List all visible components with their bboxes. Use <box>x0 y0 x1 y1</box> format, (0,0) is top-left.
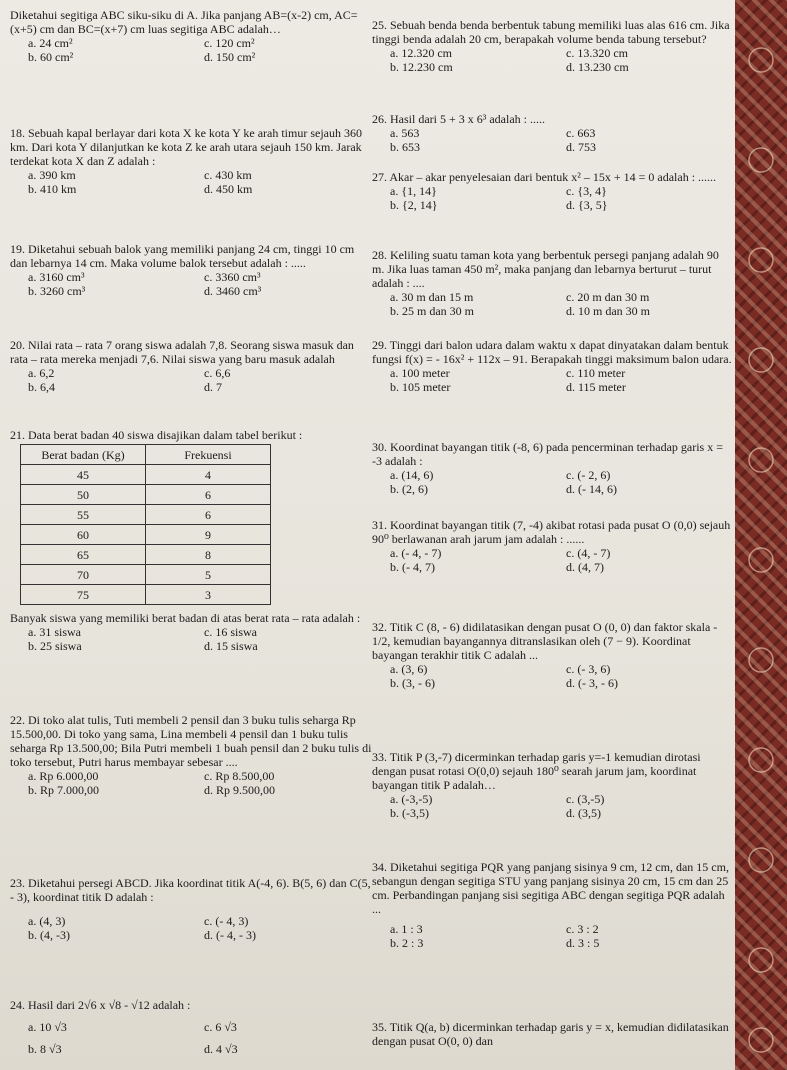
options <box>28 914 372 942</box>
question-27 <box>372 170 734 212</box>
question-30 <box>372 440 734 496</box>
question-32 <box>372 620 734 690</box>
question-26 <box>372 112 734 154</box>
option-c[interactable]: c. 3360 cm³ <box>204 270 261 284</box>
question-text: 32. Titik C (8, - 6) didilatasikan dengan pusat O (0, 0) dan faktor skala - 1/2, kemudian bayangannya ditranslasikan oleh (7 − 9). Koordinat bayangan terakhir titik C adalah ... <box>372 620 718 662</box>
option-b[interactable]: b. (4, -3) <box>28 928 70 942</box>
option-c[interactable]: c. (- 2, 6) <box>566 468 611 482</box>
option-d[interactable]: d. (- 4, - 3) <box>204 928 256 942</box>
option-a[interactable]: a. 100 meter <box>390 366 450 380</box>
options <box>28 769 372 797</box>
weight-cell: 45 <box>21 465 146 485</box>
question-text: 25. Sebuah benda benda berbentuk tabung memiliki luas alas 616 cm. Jika tinggi benda adalah 20 cm, berapakah volume benda tabung tersebut? <box>372 18 730 46</box>
options <box>390 468 734 496</box>
question-19 <box>10 242 372 298</box>
ornament-pattern <box>735 0 787 1070</box>
question-35 <box>372 1020 734 1048</box>
frequency-cell: 8 <box>146 545 271 565</box>
option-a[interactable]: a. 31 siswa <box>28 625 81 639</box>
option-a[interactable]: a. 30 m dan 15 m <box>390 290 474 304</box>
option-d[interactable]: d. (- 14, 6) <box>566 482 617 496</box>
weight-cell: 60 <box>21 525 146 545</box>
question-22 <box>10 713 372 797</box>
question-text: 23. Diketahui persegi ABCD. Jika koordinat titik A(-4, 6). B(5, 6) dan C(5, - 3), koordinat titik D adalah : <box>10 876 371 904</box>
option-b[interactable]: b. 25 siswa <box>28 639 82 653</box>
weight-table <box>20 444 271 605</box>
option-d[interactable]: d. 150 cm² <box>204 50 256 64</box>
question-text: 22. Di toko alat tulis, Tuti membeli 2 pensil dan 3 buku tulis seharga Rp 15.500,00. Di toko yang sama, Lina membeli 4 pensil dan 1 buku tulis seharga Rp 13.500,00; Bila Putri membeli 1 buah pensil dan 2 buku tulis di toko tersebut, Putri harus membayar sebesar .... <box>10 713 372 769</box>
options <box>390 546 734 574</box>
question-20 <box>10 338 372 394</box>
option-d[interactable]: d. 10 m dan 30 m <box>566 304 650 318</box>
weight-cell: 50 <box>21 485 146 505</box>
question-text: 33. Titik P (3,-7) dicerminkan terhadap garis y=-1 kemudian dirotasi dengan pusat rotasi O(0,0) sejauh 180⁰ searah jarum jam, koordinat bayangan titik P adalah… <box>372 750 701 792</box>
option-a[interactable]: a. 10 √3 <box>28 1020 67 1034</box>
option-c[interactable]: c. 120 cm² <box>204 36 255 50</box>
table-row <box>21 565 271 585</box>
option-d[interactable]: d. {3, 5} <box>566 198 608 212</box>
weight-cell: 65 <box>21 545 146 565</box>
option-d[interactable]: d. 13.230 cm <box>566 60 629 74</box>
weight-cell: 75 <box>21 585 146 605</box>
table-row <box>21 505 271 525</box>
option-d[interactable]: d. 3460 cm³ <box>204 284 262 298</box>
option-a[interactable]: a. (- 4, - 7) <box>390 546 442 560</box>
options <box>390 126 734 154</box>
option-d[interactable]: d. 450 km <box>204 182 253 196</box>
question-text: Diketahui segitiga ABC siku-siku di A. Jika panjang AB=(x-2) cm, AC=(x+5) cm dan BC=(x+7) cm luas segitiga ABC adalah… <box>10 8 358 36</box>
option-a[interactable]: a. {1, 14} <box>390 184 437 198</box>
option-b[interactable]: b. 3260 cm³ <box>28 284 86 298</box>
weight-cell: 55 <box>21 505 146 525</box>
frequency-cell: 9 <box>146 525 271 545</box>
question-18 <box>10 126 372 196</box>
option-c[interactable]: c. (- 3, 6) <box>566 662 611 676</box>
frequency-cell: 6 <box>146 505 271 525</box>
option-a[interactable]: a. (-3,-5) <box>390 792 433 806</box>
question-text: 24. Hasil dari 2√6 x √8 - √12 adalah : <box>10 998 191 1012</box>
question-text: 19. Diketahui sebuah balok yang memiliki panjang 24 cm, tinggi 10 cm dan lebarnya 14 cm. Maka volume balok tersebut adalah : ..... <box>10 242 355 270</box>
option-d[interactable]: d. Rp 9.500,00 <box>204 783 276 797</box>
option-c[interactable]: c. Rp 8.500,00 <box>204 769 275 783</box>
column-header-frequency: Frekuensi <box>146 445 271 465</box>
option-c[interactable]: c. 6 √3 <box>204 1020 237 1034</box>
option-c[interactable]: c. 3 : 2 <box>566 922 599 936</box>
option-a[interactable]: a. (3, 6) <box>390 662 428 676</box>
decorative-border <box>735 0 787 1070</box>
question-34 <box>372 860 734 950</box>
question-text: 26. Hasil dari 5 + 3 x 6³ adalah : ..... <box>372 112 545 126</box>
options <box>390 662 734 690</box>
option-b[interactable]: b. (-3,5) <box>390 806 429 820</box>
question-text: 31. Koordinat bayangan titik (7, -4) akibat rotasi pada pusat O (0,0) sejauh 90⁰ berlawanan arah jarum jam adalah : ...... <box>372 518 731 546</box>
option-c[interactable]: c. 110 meter <box>566 366 626 380</box>
option-a[interactable]: a. 12.320 cm <box>390 46 452 60</box>
option-a[interactable]: a. 24 cm² <box>28 36 73 50</box>
option-a[interactable]: a. (4, 3) <box>28 914 66 928</box>
option-c[interactable]: c. 663 <box>566 126 596 140</box>
table-row <box>21 525 271 545</box>
frequency-cell: 5 <box>146 565 271 585</box>
options <box>28 1020 372 1056</box>
option-c[interactable]: c. 16 siswa <box>204 625 257 639</box>
option-d[interactable]: d. 4 √3 <box>204 1042 238 1056</box>
option-b[interactable]: b. (- 4, 7) <box>390 560 435 574</box>
question-21 <box>10 428 372 653</box>
question-31 <box>372 518 734 574</box>
question-text: 29. Tinggi dari balon udara dalam waktu x dapat dinyatakan dalam bentuk fungsi f(x) = - 16x² + 112x – 91. Berapakah tinggi maksimum balon udara. <box>372 338 732 366</box>
options <box>28 366 372 394</box>
options <box>28 270 372 298</box>
option-a[interactable]: a. 3160 cm³ <box>28 270 85 284</box>
option-d[interactable]: d. (4, 7) <box>566 560 604 574</box>
table-row <box>21 585 271 605</box>
option-c[interactable]: c. {3, 4} <box>566 184 607 198</box>
options <box>28 625 372 653</box>
options <box>390 184 734 212</box>
table-row <box>21 485 271 505</box>
question-33 <box>372 750 734 820</box>
option-d[interactable]: d. 15 siswa <box>204 639 258 653</box>
option-c[interactable]: c. 20 m dan 30 m <box>566 290 650 304</box>
question-text: 18. Sebuah kapal berlayar dari kota X ke kota Y ke arah timur sejauh 360 km. Dari kota Y dilanjutkan ke kota Z ke arah utara sejauh 150 km. Jarak terdekat kota X dan Z adalah : <box>10 126 362 168</box>
option-a[interactable]: a. 563 <box>390 126 420 140</box>
option-d[interactable]: d. 3 : 5 <box>566 936 600 950</box>
option-b[interactable]: b. 6,4 <box>28 380 55 394</box>
option-d[interactable]: d. 753 <box>566 140 596 154</box>
option-a[interactable]: a. Rp 6.000,00 <box>28 769 99 783</box>
frequency-cell: 4 <box>146 465 271 485</box>
question-24 <box>10 998 372 1056</box>
option-c[interactable]: c. (3,-5) <box>566 792 605 806</box>
option-a[interactable]: a. 6,2 <box>28 366 55 380</box>
question-25 <box>372 18 734 74</box>
option-a[interactable]: a. (14, 6) <box>390 468 434 482</box>
option-c[interactable]: c. 430 km <box>204 168 252 182</box>
option-b[interactable]: b. Rp 7.000,00 <box>28 783 100 797</box>
question-17 <box>10 8 372 64</box>
option-b[interactable]: b. 653 <box>390 140 420 154</box>
option-b[interactable]: b. (3, - 6) <box>390 676 435 690</box>
question-text: 30. Koordinat bayangan titik (-8, 6) pada pencerminan terhadap garis x = -3 adalah : <box>372 440 723 468</box>
option-c[interactable]: c. 13.320 cm <box>566 46 628 60</box>
question-text: 28. Keliling suatu taman kota yang berbentuk persegi panjang adalah 90 m. Jika luas taman 450 m², maka panjang dan lebarnya berturut – turut adalah : .... <box>372 248 719 290</box>
options <box>28 168 372 196</box>
option-b[interactable]: b. (2, 6) <box>390 482 428 496</box>
option-d[interactable]: d. (3,5) <box>566 806 601 820</box>
weight-cell: 70 <box>21 565 146 585</box>
table-row <box>21 465 271 485</box>
option-b[interactable]: b. 105 meter <box>390 380 451 394</box>
options <box>390 922 734 950</box>
option-b[interactable]: b. 25 m dan 30 m <box>390 304 474 318</box>
question-text: 34. Diketahui segitiga PQR yang panjang sisinya 9 cm, 12 cm, dan 15 cm, sebangun dengan segitiga STU yang panjang sisinya 20 cm, 15 cm dan 25 cm. Perbandingan panjang sisi segitiga ABC dengan segitiga PQR adalah ... <box>372 860 729 916</box>
option-b[interactable]: b. 2 : 3 <box>390 936 424 950</box>
frequency-cell: 6 <box>146 485 271 505</box>
option-b[interactable]: b. 60 cm² <box>28 50 74 64</box>
options <box>390 792 734 820</box>
option-d[interactable]: d. 115 meter <box>566 380 626 394</box>
question-text: 27. Akar – akar penyelesaian dari bentuk x² – 15x + 14 = 0 adalah : ...... <box>372 170 717 184</box>
option-d[interactable]: d. 7 <box>204 380 222 394</box>
question-text: 35. Titik Q(a, b) dicerminkan terhadap garis y = x, kemudian didilatasikan dengan pusat O(0, 0) dan <box>372 1020 729 1048</box>
options <box>390 290 734 318</box>
question-followup-text: Banyak siswa yang memiliki berat badan di atas berat rata – rata adalah : <box>10 611 361 625</box>
options <box>28 36 372 64</box>
option-c[interactable]: c. (- 4, 3) <box>204 914 249 928</box>
table-row <box>21 545 271 565</box>
column-header-weight: Berat badan (Kg) <box>21 445 146 465</box>
option-a[interactable]: a. 1 : 3 <box>390 922 423 936</box>
question-text: 21. Data berat badan 40 siswa disajikan dalam tabel berikut : <box>10 428 303 442</box>
question-text: 20. Nilai rata – rata 7 orang siswa adalah 7,8. Seorang siswa masuk dan rata – rata mereka menjadi 7,6. Nilai siswa yang baru masuk adalah <box>10 338 354 366</box>
option-b[interactable]: b. {2, 14} <box>390 198 438 212</box>
option-d[interactable]: d. (- 3, - 6) <box>566 676 618 690</box>
option-a[interactable]: a. 390 km <box>28 168 76 182</box>
question-29 <box>372 338 734 394</box>
option-c[interactable]: c. 6,6 <box>204 366 231 380</box>
option-b[interactable]: b. 8 √3 <box>28 1042 62 1056</box>
options <box>390 366 734 394</box>
option-b[interactable]: b. 12.230 cm <box>390 60 453 74</box>
options <box>390 46 734 74</box>
question-28 <box>372 248 734 318</box>
frequency-cell: 3 <box>146 585 271 605</box>
option-b[interactable]: b. 410 km <box>28 182 77 196</box>
option-c[interactable]: c. (4, - 7) <box>566 546 611 560</box>
question-23 <box>10 876 372 942</box>
table-header-row <box>21 445 271 465</box>
